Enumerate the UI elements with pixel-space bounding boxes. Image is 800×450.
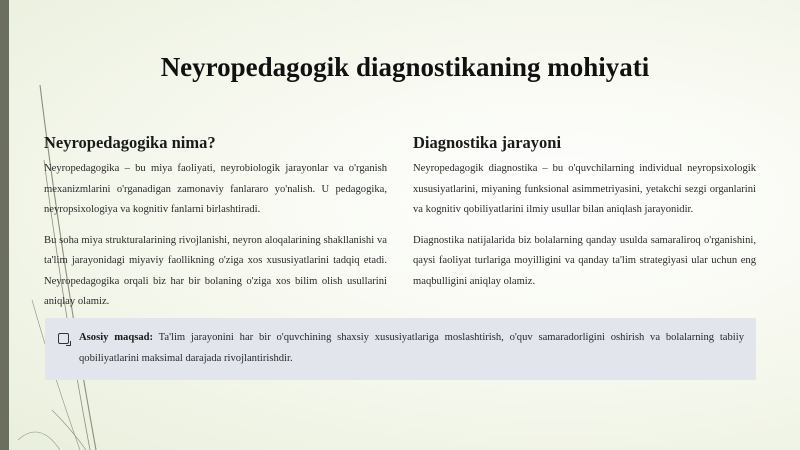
right-paragraph-2: Diagnostika natijalarida biz bolalarning qanday usulda samaraliroq o'rganishini, qaysi faoliyat turlariga moyilligini va qanday ta'lim strategiyasi ular uchun eng maqbulligini aniqlay olamiz. (413, 234, 756, 287)
right-heading: Diagnostika jarayoni (413, 133, 562, 152)
callout-text-block (79, 328, 744, 369)
goal-callout (45, 318, 756, 380)
callout-text: Ta'lim jarayonini har bir o'quvchining shaxsiy xususiyatlariga moslashtirish, o'quv samaradorligini oshirish va bolalarning tabiiy qobiliyatlarini maksimal darajada rivojlantirishdir. (79, 332, 744, 364)
right-column (413, 133, 756, 302)
left-paragraph-2: Bu soha miya strukturalarining rivojlanishi, neyron aloqalarining shakllanishi va ta'lim jarayonidagi miyaviy faollikning o'ziga xos xususiyatlarini tadqiq etadi. Neyropedagogika orqali biz har bir bolaning o'ziga xos bilim olish usullarini aniqlay olamiz. (44, 234, 387, 307)
left-column (44, 133, 387, 323)
hollow-square-bullet-icon (58, 333, 69, 344)
left-paragraph-1: Neyropedagogika – bu miya faoliyati, neyrobiologik jarayonlar va o'rganish mexanizmlarini o'rganadigan zamonaviy fanlararo yo'nalish. U pedagogika, neyropsixologiya va kognitiv fanlarni birlashtiradi. (44, 163, 387, 215)
left-heading: Neyropedagogika nima? (44, 133, 216, 152)
callout-label: Asosiy maqsad: (79, 332, 154, 343)
right-paragraph-1: Neyropedagogik diagnostika – bu o'quvchilarning individual neyropsixologik xususiyatlarini, miyaning funksional asimmetriyasini, yetakchi sezgi organlarini va kognitiv qobiliyatlarini ilmiy usullar bilan aniqlash jarayonidir. (413, 163, 756, 215)
slide-title: Neyropedagogik diagnostikaning mohiyati (160, 52, 650, 82)
